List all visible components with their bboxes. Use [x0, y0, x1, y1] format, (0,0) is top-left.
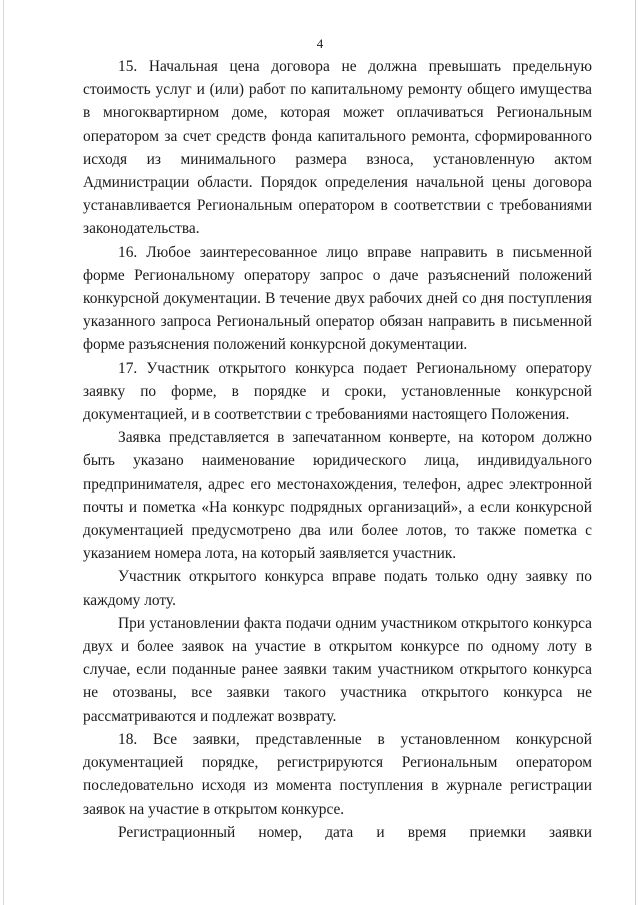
document-body — [83, 55, 592, 844]
paragraph-registration: Регистрационный номер, дата и время приемки заявки — [118, 823, 592, 841]
paragraph-envelope: Заявка представляется в запечатанном конверте, на котором должно быть указано наименование юридического лица, индивидуального предпринимателя, адрес его местонахождения, телефон, адрес электронной почты и пометка «На конкурс подрядных организаций», а если конкурсной документацией предусмотрено два или более лотов, то также пометка с указанием номера лота, на который заявляется участник. — [83, 429, 592, 563]
page-number: 4 — [316, 36, 324, 51]
paragraph-multiple-bids: При установлении факта подачи одним участником открытого конкурса двух и более заявок на участие в открытом конкурсе по одному лоту в случае, если поданные ранее заявки таким участником открытого конкурса не отозваны, все заявки такого участника открытого конкурса не рассматриваются и подлежат возврату. — [83, 614, 592, 725]
scan-edge-right — [635, 0, 636, 905]
paragraph-17: 17. Участник открытого конкурса подает Региональному оператору заявку по форме, в порядке и сроки, установленные конкурсной документацией, и в соответствии с требованиями настоящего Положения. — [83, 359, 592, 424]
paragraph-18: 18. Все заявки, представленные в установленном конкурсной документацией порядке, регистрируются Региональным оператором последовательно исходя из момента поступления в журнале регистрации заявок на участие в открытом конкурсе. — [83, 730, 592, 818]
scan-edge-left — [3, 0, 4, 905]
paragraph-15: 15. Начальная цена договора не должна превышать предельную стоимость услуг и (или) работ по капитальному ремонту общего имущества в многоквартирном доме, которая может оплачиваться Региональным оператором за счет средств фонда капитального ремонта, сформированного исходя из минимального размера взноса, установленную актом Администрации области. Порядок определения начальной цены договора устанавливается Региональным оператором в соответствии с требованиями законодательства. — [83, 58, 592, 238]
paragraph-16: 16. Любое заинтересованное лицо вправе направить в письменной форме Региональному оператору запрос о даче разъяснений положений конкурсной документации. В течение двух рабочих дней со дня поступления указанного запроса Региональный оператор обязан направить в письменной форме разъяснения положений конкурсной документации. — [83, 243, 592, 354]
paragraph-one-bid-per-lot: Участник открытого конкурса вправе подать только одну заявку по каждому лоту. — [83, 568, 592, 609]
